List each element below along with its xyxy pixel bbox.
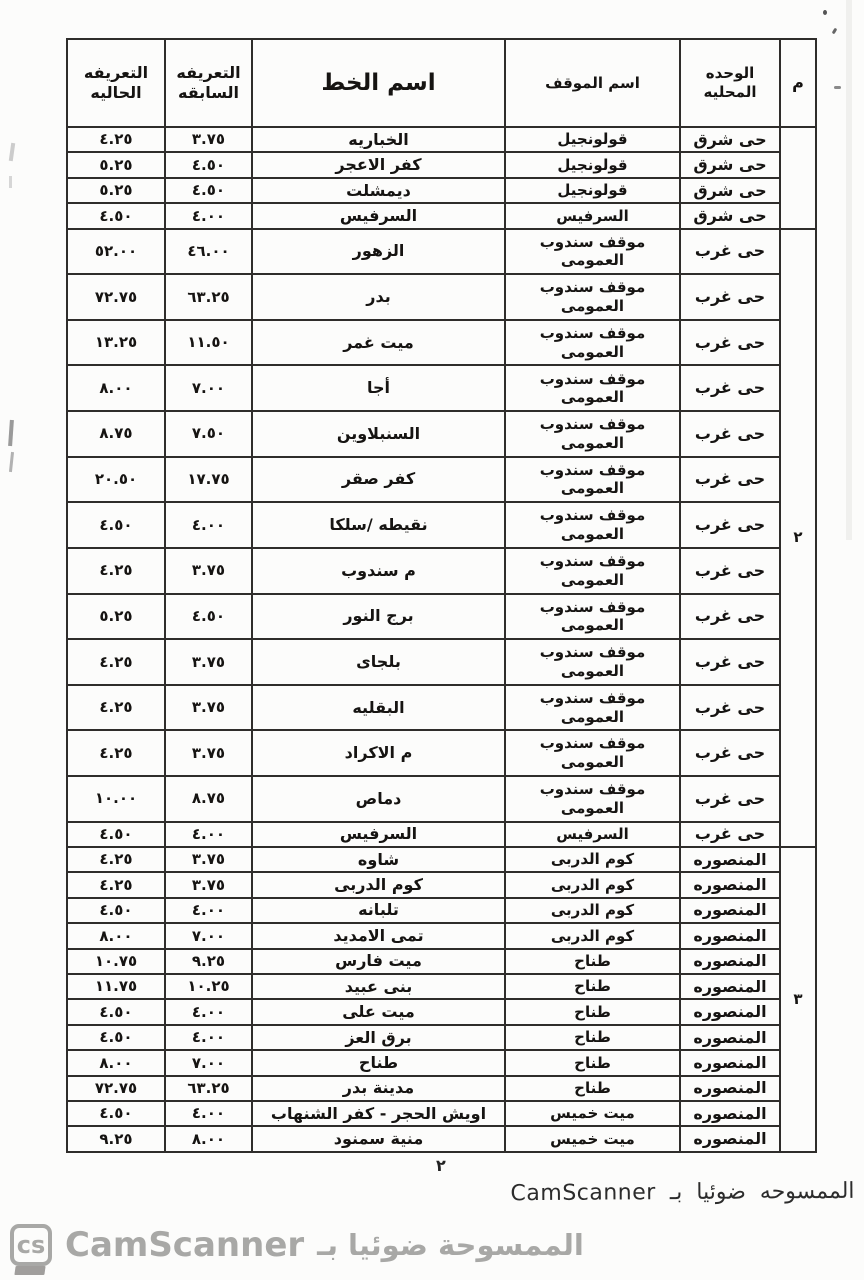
stop-cell: السرفيس bbox=[505, 822, 680, 847]
scan-edge-mark bbox=[9, 176, 12, 188]
table-row bbox=[67, 872, 816, 897]
line-cell: كوم الدربى bbox=[252, 872, 505, 897]
stop-cell: ميت خميس bbox=[505, 1101, 680, 1126]
line-cell: بنى عبيد bbox=[252, 974, 505, 999]
prev-tariff-cell: ٧.٠٠ bbox=[165, 923, 252, 948]
unit-cell: المنصوره bbox=[680, 949, 780, 974]
table-row bbox=[67, 548, 816, 594]
line-cell: طناح bbox=[252, 1050, 505, 1075]
unit-cell: المنصوره bbox=[680, 1076, 780, 1101]
stop-cell: طناح bbox=[505, 1050, 680, 1075]
prev-tariff-cell: ٣.٧٥ bbox=[165, 127, 252, 152]
unit-cell: حى غرب bbox=[680, 274, 780, 320]
serial-cell: ٣ bbox=[780, 847, 816, 1152]
unit-cell: حى غرب bbox=[680, 411, 780, 457]
unit-cell: حى شرق bbox=[680, 178, 780, 203]
ink-speckle bbox=[834, 86, 841, 89]
prev-tariff-cell: ٨.٧٥ bbox=[165, 776, 252, 822]
stop-cell: موقف سندوب العمومى bbox=[505, 229, 680, 275]
line-cell: أجا bbox=[252, 365, 505, 411]
table-row bbox=[67, 502, 816, 548]
stop-cell: موقف سندوب العمومى bbox=[505, 776, 680, 822]
unit-cell: حى غرب bbox=[680, 822, 780, 847]
unit-cell: حى غرب bbox=[680, 365, 780, 411]
unit-cell: المنصوره bbox=[680, 1126, 780, 1152]
prev-tariff-cell: ٣.٧٥ bbox=[165, 730, 252, 776]
prev-tariff-cell: ٣.٧٥ bbox=[165, 685, 252, 731]
scan-edge-mark bbox=[9, 452, 14, 472]
line-cell: الزهور bbox=[252, 229, 505, 275]
table-header-row bbox=[67, 39, 816, 127]
prev-tariff-cell: ٤.٥٠ bbox=[165, 152, 252, 177]
stop-cell: موقف سندوب العمومى bbox=[505, 320, 680, 366]
stop-cell: كوم الدربى bbox=[505, 872, 680, 897]
line-cell: م سندوب bbox=[252, 548, 505, 594]
stop-cell: موقف سندوب العمومى bbox=[505, 502, 680, 548]
curr-tariff-cell: ٤.٥٠ bbox=[67, 822, 165, 847]
prev-tariff-cell: ٧.٠٠ bbox=[165, 1050, 252, 1075]
table-row bbox=[67, 923, 816, 948]
scan-edge-mark bbox=[8, 420, 14, 446]
serial-cell bbox=[780, 127, 816, 229]
stop-cell: موقف سندوب العمومى bbox=[505, 639, 680, 685]
line-cell: الخباريه bbox=[252, 127, 505, 152]
stop-cell: طناح bbox=[505, 1076, 680, 1101]
line-cell: السرفيس bbox=[252, 822, 505, 847]
line-cell: دماص bbox=[252, 776, 505, 822]
unit-cell: حى غرب bbox=[680, 685, 780, 731]
prev-tariff-cell: ٤.٠٠ bbox=[165, 502, 252, 548]
prev-tariff-cell: ٣.٧٥ bbox=[165, 639, 252, 685]
curr-tariff-cell: ٥٢.٠٠ bbox=[67, 229, 165, 275]
unit-cell: حى غرب bbox=[680, 457, 780, 503]
prev-tariff-cell: ٤.٠٠ bbox=[165, 822, 252, 847]
line-cell: نقيطه /سلكا bbox=[252, 502, 505, 548]
table-row bbox=[67, 822, 816, 847]
curr-tariff-cell: ١٠.٠٠ bbox=[67, 776, 165, 822]
table-row bbox=[67, 152, 816, 177]
curr-tariff-cell: ٤.٢٥ bbox=[67, 847, 165, 872]
table-row bbox=[67, 1126, 816, 1152]
line-cell: البقليه bbox=[252, 685, 505, 731]
table-row bbox=[67, 1025, 816, 1050]
curr-tariff-cell: ٤.٥٠ bbox=[67, 898, 165, 923]
line-cell: ميت غمر bbox=[252, 320, 505, 366]
prev-tariff-cell: ٣.٧٥ bbox=[165, 872, 252, 897]
unit-cell: حى غرب bbox=[680, 639, 780, 685]
table-row bbox=[67, 365, 816, 411]
unit-cell: المنصوره bbox=[680, 974, 780, 999]
stop-cell: موقف سندوب العمومى bbox=[505, 457, 680, 503]
prev-tariff-cell: ٤.٠٠ bbox=[165, 1101, 252, 1126]
stop-cell: قولونجيل bbox=[505, 178, 680, 203]
line-cell: برج النور bbox=[252, 594, 505, 640]
camscanner-watermark bbox=[10, 1224, 584, 1266]
unit-cell: حى شرق bbox=[680, 152, 780, 177]
curr-tariff-cell: ٢٠.٥٠ bbox=[67, 457, 165, 503]
prev-tariff-cell: ٤.٥٠ bbox=[165, 178, 252, 203]
prev-tariff-cell: ٦٣.٢٥ bbox=[165, 1076, 252, 1101]
curr-tariff-cell: ١٠.٧٥ bbox=[67, 949, 165, 974]
unit-cell: المنصوره bbox=[680, 999, 780, 1024]
scan-edge-mark bbox=[9, 143, 15, 161]
unit-cell: المنصوره bbox=[680, 872, 780, 897]
unit-cell: المنصوره bbox=[680, 898, 780, 923]
prev-tariff-cell: ١٧.٧٥ bbox=[165, 457, 252, 503]
curr-tariff-cell: ٤.٢٥ bbox=[67, 730, 165, 776]
curr-tariff-cell: ٥.٢٥ bbox=[67, 178, 165, 203]
prev-tariff-cell: ٤.٥٠ bbox=[165, 594, 252, 640]
header-stop-name: اسم الموقف bbox=[505, 39, 680, 127]
header-line-name: اسم الخط bbox=[252, 39, 505, 127]
serial-cell: ٢ bbox=[780, 229, 816, 847]
curr-tariff-cell: ٤.٥٠ bbox=[67, 502, 165, 548]
camscanner-arabic-text: الممسوحة ضوئيا بـ bbox=[317, 1228, 584, 1262]
table-row bbox=[67, 274, 816, 320]
curr-tariff-cell: ٤.٢٥ bbox=[67, 127, 165, 152]
stop-cell: موقف سندوب العمومى bbox=[505, 411, 680, 457]
stop-cell: طناح bbox=[505, 949, 680, 974]
handwritten-scan-note: الممسوحه ضوئيا بـ CamScanner bbox=[510, 1178, 855, 1207]
curr-tariff-cell: ٤.٥٠ bbox=[67, 999, 165, 1024]
curr-tariff-cell: ٤.٥٠ bbox=[67, 203, 165, 228]
curr-tariff-cell: ٨.٧٥ bbox=[67, 411, 165, 457]
table-row bbox=[67, 457, 816, 503]
line-cell: ميت على bbox=[252, 999, 505, 1024]
stop-cell: موقف سندوب العمومى bbox=[505, 594, 680, 640]
header-previous-tariff: التعريفه السابقه bbox=[165, 39, 252, 127]
line-cell: مدينة بدر bbox=[252, 1076, 505, 1101]
stop-cell: موقف سندوب العمومى bbox=[505, 548, 680, 594]
table-row bbox=[67, 320, 816, 366]
curr-tariff-cell: ٤.٥٠ bbox=[67, 1025, 165, 1050]
line-cell: بلجاى bbox=[252, 639, 505, 685]
page-number: ٢ bbox=[436, 1156, 446, 1175]
table-row bbox=[67, 999, 816, 1024]
curr-tariff-cell: ١٣.٢٥ bbox=[67, 320, 165, 366]
header-local-unit: الوحده المحليه bbox=[680, 39, 780, 127]
unit-cell: المنصوره bbox=[680, 923, 780, 948]
prev-tariff-cell: ٤.٠٠ bbox=[165, 203, 252, 228]
table-row bbox=[67, 127, 816, 152]
curr-tariff-cell: ٩.٢٥ bbox=[67, 1126, 165, 1152]
prev-tariff-cell: ١٠.٢٥ bbox=[165, 974, 252, 999]
line-cell: السنبلاوين bbox=[252, 411, 505, 457]
prev-tariff-cell: ٤.٠٠ bbox=[165, 999, 252, 1024]
table-row bbox=[67, 594, 816, 640]
line-cell: بدر bbox=[252, 274, 505, 320]
curr-tariff-cell: ٤.٢٥ bbox=[67, 548, 165, 594]
prev-tariff-cell: ٤.٠٠ bbox=[165, 898, 252, 923]
table-row bbox=[67, 847, 816, 872]
table-row bbox=[67, 229, 816, 275]
curr-tariff-cell: ٤.٢٥ bbox=[67, 872, 165, 897]
header-serial: م bbox=[780, 39, 816, 127]
curr-tariff-cell: ٤.٢٥ bbox=[67, 639, 165, 685]
line-cell: برق العز bbox=[252, 1025, 505, 1050]
stop-cell: موقف سندوب العمومى bbox=[505, 365, 680, 411]
stop-cell: ميت خميس bbox=[505, 1126, 680, 1152]
stop-cell: قولونجيل bbox=[505, 152, 680, 177]
unit-cell: المنصوره bbox=[680, 847, 780, 872]
unit-cell: حى غرب bbox=[680, 502, 780, 548]
scan-edge-streak bbox=[846, 0, 852, 540]
prev-tariff-cell: ٣.٧٥ bbox=[165, 548, 252, 594]
camscanner-logo-icon bbox=[10, 1224, 52, 1266]
line-cell: شاوه bbox=[252, 847, 505, 872]
unit-cell: حى شرق bbox=[680, 203, 780, 228]
table-row bbox=[67, 411, 816, 457]
curr-tariff-cell: ٨.٠٠ bbox=[67, 365, 165, 411]
ink-speckle bbox=[823, 10, 827, 15]
prev-tariff-cell: ٤.٠٠ bbox=[165, 1025, 252, 1050]
table-row bbox=[67, 1076, 816, 1101]
unit-cell: حى غرب bbox=[680, 548, 780, 594]
stop-cell: طناح bbox=[505, 974, 680, 999]
line-cell: كفر صقر bbox=[252, 457, 505, 503]
stop-cell: كوم الدربى bbox=[505, 847, 680, 872]
unit-cell: حى غرب bbox=[680, 594, 780, 640]
table-row bbox=[67, 639, 816, 685]
unit-cell: حى شرق bbox=[680, 127, 780, 152]
unit-cell: حى غرب bbox=[680, 229, 780, 275]
unit-cell: المنصوره bbox=[680, 1025, 780, 1050]
unit-cell: حى غرب bbox=[680, 730, 780, 776]
curr-tariff-cell: ١١.٧٥ bbox=[67, 974, 165, 999]
table-row bbox=[67, 974, 816, 999]
unit-cell: حى غرب bbox=[680, 776, 780, 822]
table-row bbox=[67, 178, 816, 203]
stop-cell: طناح bbox=[505, 1025, 680, 1050]
line-cell: تمى الامديد bbox=[252, 923, 505, 948]
curr-tariff-cell: ٤.٥٠ bbox=[67, 1101, 165, 1126]
stop-cell: كوم الدربى bbox=[505, 923, 680, 948]
header-current-tariff: التعريفه الحاليه bbox=[67, 39, 165, 127]
prev-tariff-cell: ٣.٧٥ bbox=[165, 847, 252, 872]
line-cell: تلبانه bbox=[252, 898, 505, 923]
stop-cell: كوم الدربى bbox=[505, 898, 680, 923]
curr-tariff-cell: ٥.٢٥ bbox=[67, 594, 165, 640]
prev-tariff-cell: ٦٣.٢٥ bbox=[165, 274, 252, 320]
prev-tariff-cell: ٩.٢٥ bbox=[165, 949, 252, 974]
curr-tariff-cell: ٧٢.٧٥ bbox=[67, 274, 165, 320]
curr-tariff-cell: ٧٢.٧٥ bbox=[67, 1076, 165, 1101]
line-cell: م الاكراد bbox=[252, 730, 505, 776]
line-cell: منية سمنود bbox=[252, 1126, 505, 1152]
table-row bbox=[67, 685, 816, 731]
curr-tariff-cell: ٥.٢٥ bbox=[67, 152, 165, 177]
prev-tariff-cell: ٨.٠٠ bbox=[165, 1126, 252, 1152]
table-row bbox=[67, 1101, 816, 1126]
curr-tariff-cell: ٨.٠٠ bbox=[67, 1050, 165, 1075]
table-row bbox=[67, 776, 816, 822]
camscanner-brand-text: CamScanner bbox=[65, 1225, 305, 1265]
line-cell: السرفيس bbox=[252, 203, 505, 228]
tariff-table bbox=[66, 38, 817, 1153]
table-row bbox=[67, 949, 816, 974]
table-row bbox=[67, 898, 816, 923]
stop-cell: موقف سندوب العمومى bbox=[505, 274, 680, 320]
stop-cell: موقف سندوب العمومى bbox=[505, 730, 680, 776]
table-row bbox=[67, 203, 816, 228]
unit-cell: المنصوره bbox=[680, 1050, 780, 1075]
stop-cell: طناح bbox=[505, 999, 680, 1024]
stop-cell: قولونجيل bbox=[505, 127, 680, 152]
table-row bbox=[67, 730, 816, 776]
line-cell: اويش الحجر - كفر الشنهاب bbox=[252, 1101, 505, 1126]
stop-cell: موقف سندوب العمومى bbox=[505, 685, 680, 731]
unit-cell: المنصوره bbox=[680, 1101, 780, 1126]
unit-cell: حى غرب bbox=[680, 320, 780, 366]
camscanner-badge-text: cs bbox=[16, 1231, 46, 1259]
curr-tariff-cell: ٨.٠٠ bbox=[67, 923, 165, 948]
stop-cell: السرفيس bbox=[505, 203, 680, 228]
curr-tariff-cell: ٤.٢٥ bbox=[67, 685, 165, 731]
ink-speckle bbox=[832, 28, 838, 35]
line-cell: ميت فارس bbox=[252, 949, 505, 974]
prev-tariff-cell: ٧.٠٠ bbox=[165, 365, 252, 411]
line-cell: كفر الاعجر bbox=[252, 152, 505, 177]
prev-tariff-cell: ٤٦.٠٠ bbox=[165, 229, 252, 275]
line-cell: ديمشلت bbox=[252, 178, 505, 203]
table-row bbox=[67, 1050, 816, 1075]
prev-tariff-cell: ٧.٥٠ bbox=[165, 411, 252, 457]
prev-tariff-cell: ١١.٥٠ bbox=[165, 320, 252, 366]
